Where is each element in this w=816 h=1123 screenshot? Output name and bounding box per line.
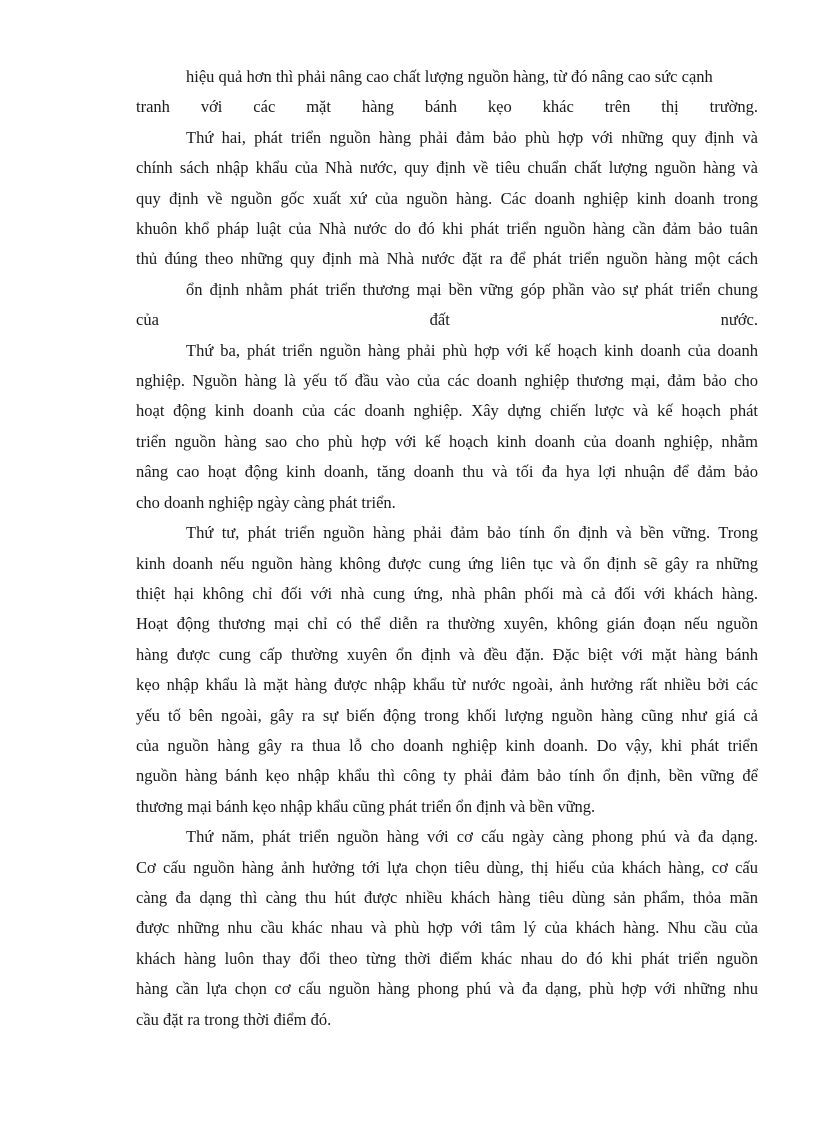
text-line: cho doanh nghiệp ngày càng phát triển. — [136, 492, 396, 512]
text-line: chính sách nhập khẩu của Nhà nước, quy định về tiêu chuẩn chất lượng nguồn hàng và — [136, 158, 758, 178]
text-line: ổn định nhằm phát triển thương mại bền vững góp phần vào sự phát triển chung — [186, 279, 758, 299]
text-line: của nguồn hàng gây ra thua lỗ cho doanh nghiệp kinh doanh. Do vậy, khi phát triển — [136, 735, 758, 755]
text-line: yếu tố bên ngoài, gây ra sự biến động trong khối lượng nguồn hàng cũng như giá cả — [136, 705, 758, 725]
text-line: hoạt động kinh doanh của các doanh nghiệp. Xây dựng chiến lược và kế hoạch phát — [136, 401, 758, 421]
text-line: càng đa dạng thì càng thu hút được nhiều khách hàng tiêu dùng sản phẩm, thỏa mãn — [136, 887, 758, 907]
text-line: nghiệp. Nguồn hàng là yếu tố đầu vào của các doanh nghiệp thương mại, đảm bảo cho — [136, 371, 758, 391]
text-line: được những nhu cầu khác nhau và phù hợp với tâm lý của khách hàng. Nhu cầu của — [136, 918, 758, 938]
text-line: thương mại bánh kẹo nhập khẩu cũng phát triển ổn định và bền vững. — [136, 796, 596, 816]
text-line: của đất nước. — [136, 310, 758, 330]
text-line: Thứ ba, phát triển nguồn hàng phải phù hợp với kế hoạch kinh doanh của doanh — [186, 340, 758, 360]
text-line: kẹo nhập khẩu là mặt hàng được nhập khẩu từ nước ngoài, ảnh hưởng rất nhiều bởi các — [136, 675, 758, 695]
text-line: Thứ năm, phát triển nguồn hàng với cơ cấu ngày càng phong phú và đa dạng. — [186, 827, 758, 847]
text-line: quy định về nguồn gốc xuất xứ của nguồn hàng. Các doanh nghiệp kinh doanh trong — [136, 188, 758, 208]
text-line: kinh doanh nếu nguồn hàng không được cung ứng liên tục và ổn định sẽ gây ra những — [136, 553, 758, 573]
text-line: khuôn khổ pháp luật của Nhà nước do đó khi phát triển nguồn hàng cần đảm bảo tuân — [136, 219, 758, 239]
body-text — [136, 62, 758, 1035]
text-line: hàng cần lựa chọn cơ cấu nguồn hàng phong phú và đa dạng, phù hợp với những nhu — [136, 979, 758, 999]
text-line: nguồn hàng bánh kẹo nhập khẩu thì công ty phải đảm bảo tính ổn định, bền vững để — [136, 766, 758, 786]
text-line: cầu đặt ra trong thời điểm đó. — [136, 1009, 332, 1029]
text-line: hàng được cung cấp thường xuyên ổn định và đều đặn. Đặc biệt với mặt hàng bánh — [136, 644, 758, 664]
text-line: thủ đúng theo những quy định mà Nhà nước đặt ra để phát triển nguồn hàng một cách — [136, 249, 758, 269]
text-line: khách hàng luôn thay đổi theo từng thời điểm khác nhau do đó khi phát triển nguồn — [136, 948, 758, 968]
text-line: tranh với các mặt hàng bánh kẹo khác trên thị trường. — [136, 97, 758, 117]
text-line: hiệu quả hơn thì phải nâng cao chất lượng nguồn hàng, từ đó nâng cao sức cạnh — [186, 67, 713, 86]
text-line: thiệt hại không chỉ đối với nhà cung ứng, nhà phân phối mà cả đối với khách hàng. — [136, 583, 758, 603]
text-line: Cơ cấu nguồn hàng ảnh hưởng tới lựa chọn tiêu dùng, thị hiếu của khách hàng, cơ cấu — [136, 857, 758, 877]
text-line: Thứ tư, phát triển nguồn hàng phải đảm bảo tính ổn định và bền vững. Trong — [186, 523, 758, 543]
text-line: triển nguồn hàng sao cho phù hợp với kế hoạch kinh doanh của doanh nghiệp, nhằm — [136, 431, 758, 451]
text-line: nâng cao hoạt động kinh doanh, tăng doanh thu và tối đa hya lợi nhuận để đảm bảo — [136, 462, 758, 482]
text-line: Hoạt động thương mại chỉ có thể diễn ra thường xuyên, không gián đoạn nếu nguồn — [136, 614, 758, 634]
text-line: Thứ hai, phát triển nguồn hàng phải đảm bảo phù hợp với những quy định và — [186, 127, 758, 147]
